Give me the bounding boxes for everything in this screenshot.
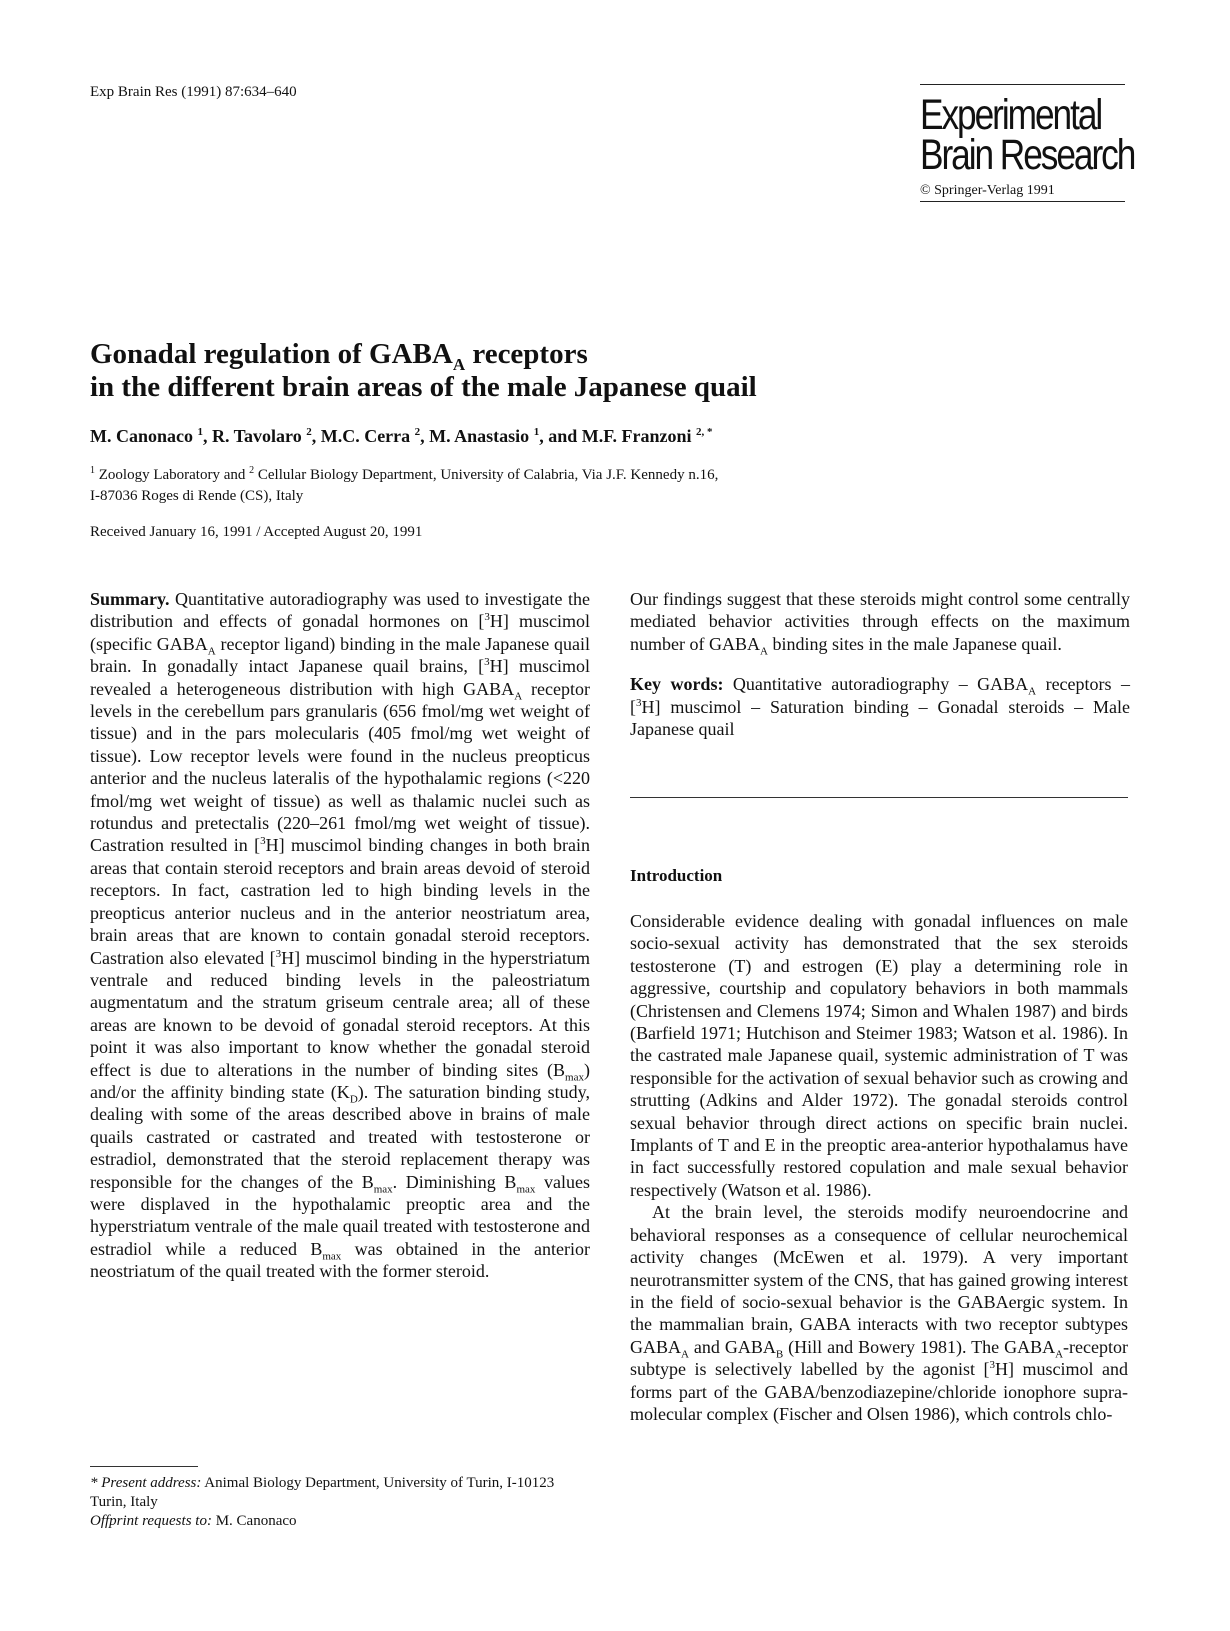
author: M. Canonaco $^1$, [90,426,212,446]
journal-citation: Exp Brain Res (1991) 87:634–640 [90,84,297,100]
author: M. Anastasio $^1$, and [429,426,582,446]
footnote-divider [90,1466,198,1467]
intro-paragraph: At the brain level, the steroids modify neuroendocrine and behavioral responses as a consequence of cellular neurochemical activity changes (McEwen et al. 1979). A very important neurotransmitter system of the CNS, that has gained growing interest in the field of socio-sexual behavior is the GABAergic system. In the mammalian brain, GABA interacts with two receptor subtypes $GABA_A$ and $GABA_B$ (Hill and Bowery 1981). The $GABA_A$-receptor subtype is selectively labelled by the agonist [$^3$H] muscimol and forms part of the GABA/benzodiazepine/chloride ionophore supra-molecular complex (Fischer and Olsen 1986), which controls chlo- [630,1202,1129,1424]
journal-name-line1: Experimental [920,91,1102,139]
affiliations [90,465,910,507]
masthead-bottom-rule [920,201,1125,202]
author-list [90,426,713,447]
author: R. Tavolaro $^2$, [212,426,321,446]
section-heading-introduction: Introduction [630,866,723,885]
received-dates: Received January 16, 1991 / Accepted August 20, 1991 [90,524,423,540]
intro-paragraph: Considerable evidence dealing with gonadal influences on male socio-sexual activity has demonstrated that the sex steroids testosterone (T) and estrogen (E) play a determining role in aggressive, courtship and copulatory behaviors in both mammals (Christensen and Clemens 1974; Simon and Whalen 1987) and birds (Barfield 1971; Hutchison and Steimer 1983; Watson et al. 1986). In the castrated male Japanese quail, systemic administration of T was responsible for the activation of sexual behavior such as crowing and strutting (Adkins and Alder 1972). The gonadal steroids control sexual behavior through direct actions on specific brain nuclei. Implants of T and E in the preoptic area-anterior hypothalamus have in fact successfully restored copulation and male sexual behavior respectively (Watson et al. 1986). [630,911,1128,1200]
title-line-2: in the different brain areas of the male Japanese quail [90,371,757,403]
journal-masthead [920,84,1135,202]
author: M.C. Cerra $^2$, [320,426,430,446]
summary-conclusion: Our findings suggest that these steroids might control some centrally mediated behavior activities through effects on the maximum number of $GABA_A$ binding sites in the male Japanese quail. [630,589,1130,658]
summary-abstract: Summary. Quantitative autoradiography was used to investigate the distribution and effects of gonadal hormones on [$^3$H] muscimol (specific $GABA_A$ receptor ligand) binding in the male Japanese quail brain. In gonadally intact Japanese quail brains, [$^3$H] muscimol revealed a heterogeneous distribution with high $GABA_A$ receptor levels in the cerebellum pars granularis (656 fmol/mg wet weight of tissue) and in the pars molecularis (405 fmol/mg wet weight of tissue). Low receptor levels were found in the nucleus preopticus anterior and the nucleus lateralis of the hypothalamic regions (<220 fmol/mg wet weight of tissue) as well as thalamic nuclei such as rotundus and pretectalis (220–261 fmol/mg wet weight of tissue). Castration resulted in [$^3$H] muscimol binding changes in both brain areas that contain steroid receptors and brain areas devoid of steroid receptors. In fact, castration led to high binding levels in the preopticus anterior nucleus and in the anterior neostriatum area, brain areas that are known to contain gonadal steroid receptors. Castration also elevated [$^3$H] muscimol binding in the hyperstriatum ventrale and reduced binding levels in the paleostriatum augmentatum and the stratum griseum centrale area; all of these areas are known to be devoid of gonadal steroid receptors. At this point it was also important to know whether the gonadal steroid effect is due to alterations in the number of binding sites $(B_{max})$ and/or the affinity binding state $(K_D)$. The saturation binding study, dealing with some of the areas described above in brains of male quails castrated or castrated and treated with testosterone or estradiol, demonstrated that the steroid replacement therapy was responsible for the changes of the $B_{max}$. Diminishing $B_{max}$ values were displaved in the hypothalamic preoptic area and the hyperstriatum ventrale of the male quail treated with testosterone and estradiol while a reduced $B_{max}$ was obtained in the anterior neostriatum of the quail treated with the former steroid. [90,589,591,1282]
author: M.F. Franzoni $^{2, *}$ [581,426,713,446]
summary-continuation [630,588,1130,740]
keywords: Key words: Quantitative autoradiography – $GABA_A$ receptors – [$^3$H] muscimol – Saturation binding – Gonadal steroids – Male Japanese quail [630,674,1130,740]
journal-name-line2: Brain Research [920,131,1135,179]
footnotes [90,1474,590,1531]
masthead-top-rule [920,84,1125,85]
article-title [90,338,757,404]
affiliation-line-1: $^1$ Zoology Laboratory and $^2$ Cellular Biology Department, University of Calabria, Via J.F. Kennedy n.16, [90,465,719,483]
offprint-note: Offprint requests to: M. Canonaco [90,1513,297,1529]
keywords-divider [630,797,1128,798]
summary-label: Summary. [90,589,170,609]
copyright-notice: © Springer-Verlag 1991 [920,183,1055,198]
introduction-body [630,910,1128,1425]
present-address-note: * Present address: Animal Biology Department, University of Turin, I-10123 Turin, Italy [90,1475,555,1510]
keywords-label: Key words: [630,674,724,695]
journal-logo [920,91,1135,179]
title-line-1: Gonadal regulation of $GABA_A$ receptors [90,338,588,374]
affiliation-line-2: I-87036 Roges di Rende (CS), Italy [90,488,304,504]
